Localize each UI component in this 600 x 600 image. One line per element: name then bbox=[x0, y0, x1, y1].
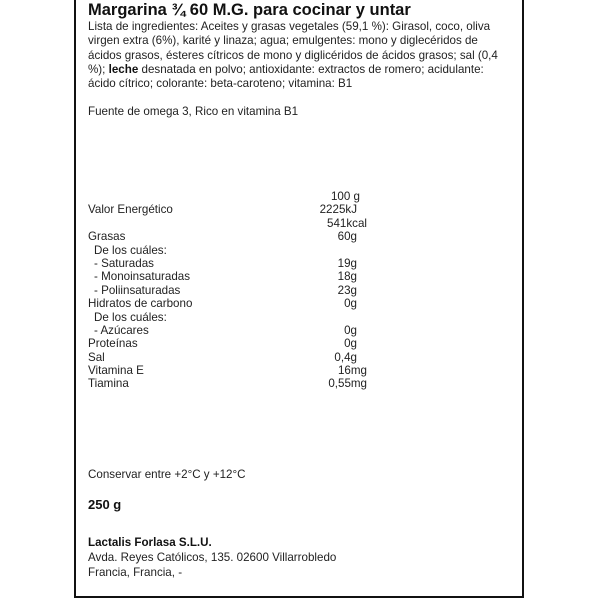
nutrient-value: 16mg bbox=[337, 364, 367, 378]
allergen-highlight: leche bbox=[108, 62, 139, 76]
company-country: Francia, Francia, - bbox=[88, 566, 183, 579]
ingredients-text-start: Lista de ingredientes: Aceites y grasas vegetales (59,1 %): Girasol, coco, oliva virgen extra (6%), karité y linaza; agua; emulgentes: mono y diglecéridos de ácidos grasos, ésteres cítricos de mono y diglicéridos de ácidos grasos; sal (0,4 %); bbox=[88, 20, 498, 76]
nutrient-value: 0g bbox=[344, 337, 357, 351]
nutrient-label: - Monoinsaturadas bbox=[94, 270, 191, 284]
ingredients-list bbox=[88, 20, 513, 91]
product-title: Margarina ¾ 60 M.G. para cocinar y untar bbox=[88, 1, 411, 19]
nutrition-row bbox=[88, 364, 388, 377]
nutrient-value: 0,55mg bbox=[328, 377, 367, 391]
nutrition-row bbox=[88, 230, 388, 243]
nutrition-row bbox=[88, 203, 388, 216]
nutrient-value: 2225kJ bbox=[319, 203, 357, 217]
nutrient-value: 0g bbox=[344, 323, 357, 337]
nutrition-table bbox=[88, 190, 388, 391]
nutrient-value: 541kcal bbox=[327, 216, 367, 230]
nutrient-label: - Poliinsaturadas bbox=[94, 283, 181, 297]
nutrient-label: Sal bbox=[88, 350, 105, 364]
nutrition-row bbox=[88, 311, 388, 324]
nutrient-value: 60g bbox=[337, 230, 357, 244]
nutrition-row bbox=[88, 244, 388, 257]
nutrient-value: 19g bbox=[337, 256, 357, 270]
nutrient-label: Vitamina E bbox=[88, 364, 144, 378]
nutrition-header-row bbox=[88, 190, 388, 203]
nutrition-row bbox=[88, 337, 388, 350]
nutrition-row bbox=[88, 257, 388, 270]
nutrient-label: Proteínas bbox=[88, 337, 138, 351]
storage-instructions: Conservar entre +2°C y +12°C bbox=[88, 468, 246, 481]
per-100g-header: 100 g bbox=[330, 190, 360, 203]
nutrition-row bbox=[88, 284, 388, 297]
nutrient-label: Grasas bbox=[88, 230, 126, 244]
net-weight: 250 g bbox=[88, 497, 122, 512]
product-label-box bbox=[74, 0, 524, 598]
nutrient-label: De los cuáles: bbox=[94, 310, 167, 324]
nutrition-row bbox=[88, 270, 388, 283]
nutrient-label: Tiamina bbox=[88, 377, 129, 391]
nutrient-value: 23g bbox=[337, 283, 357, 297]
nutrition-row bbox=[88, 351, 388, 364]
nutrition-row bbox=[88, 297, 388, 310]
nutrient-label: Valor Energético bbox=[88, 203, 173, 217]
ingredients-text-end: desnatada en polvo; antioxidante: extractos de romero; acidulante: ácido cítrico; colorante: beta-caroteno; vitamina: B1 bbox=[88, 62, 484, 91]
nutrition-row bbox=[88, 217, 388, 230]
company-name: Lactalis Forlasa S.L.U. bbox=[88, 536, 212, 549]
nutrient-label: De los cuáles: bbox=[94, 243, 167, 257]
nutrition-row bbox=[88, 324, 388, 337]
nutrition-claims: Fuente de omega 3, Rico en vitamina B1 bbox=[88, 105, 299, 118]
manufacturer-info bbox=[88, 535, 336, 580]
nutrient-value: 0g bbox=[344, 297, 357, 311]
nutrient-label: Hidratos de carbono bbox=[88, 297, 193, 311]
nutrient-label: - Saturadas bbox=[94, 256, 154, 270]
nutrient-value: 18g bbox=[337, 270, 357, 284]
company-address: Avda. Reyes Católicos, 135. 02600 Villarrobledo bbox=[88, 551, 337, 564]
nutrition-row bbox=[88, 377, 388, 390]
nutrient-value: 0,4g bbox=[334, 350, 357, 364]
nutrient-label: - Azúcares bbox=[94, 323, 149, 337]
